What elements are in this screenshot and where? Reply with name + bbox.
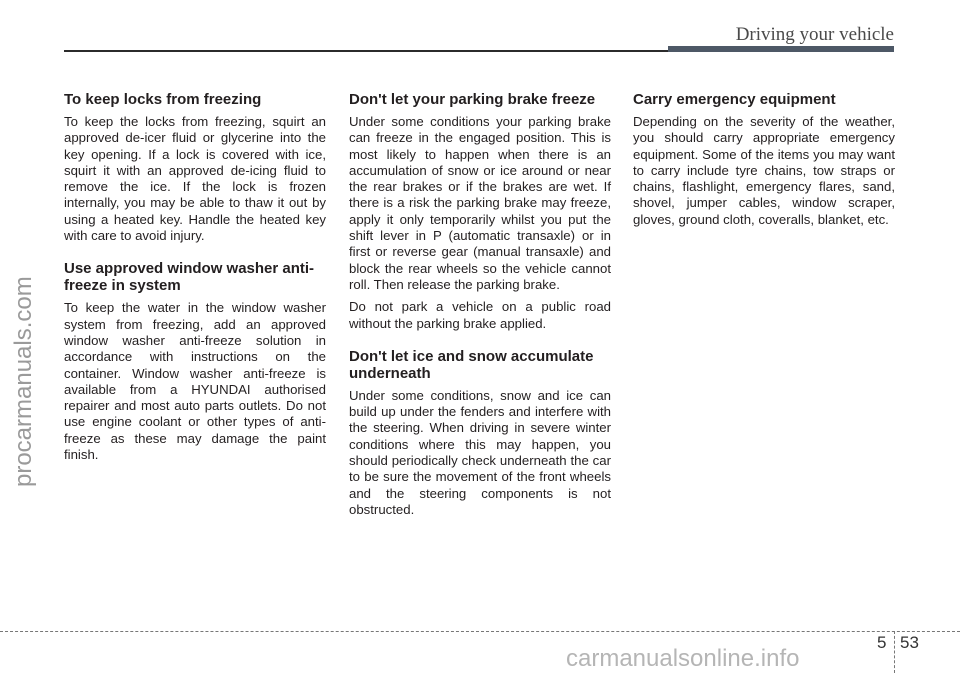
page-header-title: Driving your vehicle: [735, 24, 894, 45]
section-paragraph-parking-brake: Under some conditions your parking brake can freeze in the engaged position. This is most likely to happen when there is an accumulation of snow or ice around or near the rear brakes or if the brakes are wet. If there is a risk the parking brake may freeze, apply it only temporarily whilst you put the shift lever in P (automatic transaxle) or in first or reverse gear (manual transaxle) and block the rear wheels so the vehicle cannot roll. Then release the parking brake.: [349, 114, 611, 292]
column-1: [64, 91, 326, 469]
column-2: [349, 91, 611, 524]
section-paragraph-washer: To keep the water in the window washer system from freezing, add an approved window washer anti-freeze solution in accordance with instructions on the container. Window washer anti-freeze is available from a HYUNDAI authorised repairer and most auto parts outlets. Do not use engine coolant or other types of anti-freeze as these may damage the paint finish.: [64, 300, 326, 463]
section-heading-emergency: Carry emergency equipment: [633, 91, 836, 108]
section-heading-ice-snow: Don't let ice and snow accumulate underneath: [349, 347, 594, 382]
section-paragraph-parking-brake-2: Do not park a vehicle on a public road without the parking brake applied.: [349, 299, 611, 331]
footer-watermark: carmanualsonline.info: [566, 645, 800, 672]
section-paragraph-emergency: Depending on the severity of the weather, you should carry appropriate emergency equipment. Some of the items you may want to carry include tyre chains, tow straps or chains, flashlight, emergency flares, sand, shovel, jumper cables, window scraper, gloves, ground cloth, coveralls, blanket, etc.: [633, 114, 895, 227]
header-accent-bar: [668, 46, 894, 52]
section-heading-washer: Use approved window washer anti-freeze in system: [64, 260, 315, 295]
section-heading-locks: To keep locks from freezing: [64, 91, 262, 108]
page-number-separator: [894, 631, 895, 673]
section-paragraph-locks: To keep the locks from freezing, squirt an approved de-icer fluid or glycerine into the key opening. If a lock is covered with ice, squirt it with an approved de-icing fluid to remove the ice. If the lock is frozen internally, you may be able to thaw it out by using a heated key. Handle the heated key with care to avoid injury.: [64, 114, 326, 244]
section-heading-parking-brake: Don't let your parking brake freeze: [349, 91, 596, 108]
section-paragraph-ice-snow: Under some conditions, snow and ice can build up under the fenders and interfere with the steering. When driving in severe winter conditions where this may happen, you should periodically check underneath the car to be sure the movement of the front wheels and the steering components is not obstructed.: [349, 387, 611, 517]
footer-dashed-rule: [0, 631, 960, 632]
page-number: 53: [900, 633, 919, 652]
chapter-number: 5: [877, 633, 887, 652]
column-3: [633, 91, 895, 234]
side-watermark: procarmanuals.com: [10, 276, 37, 487]
header-rule: [64, 50, 668, 52]
